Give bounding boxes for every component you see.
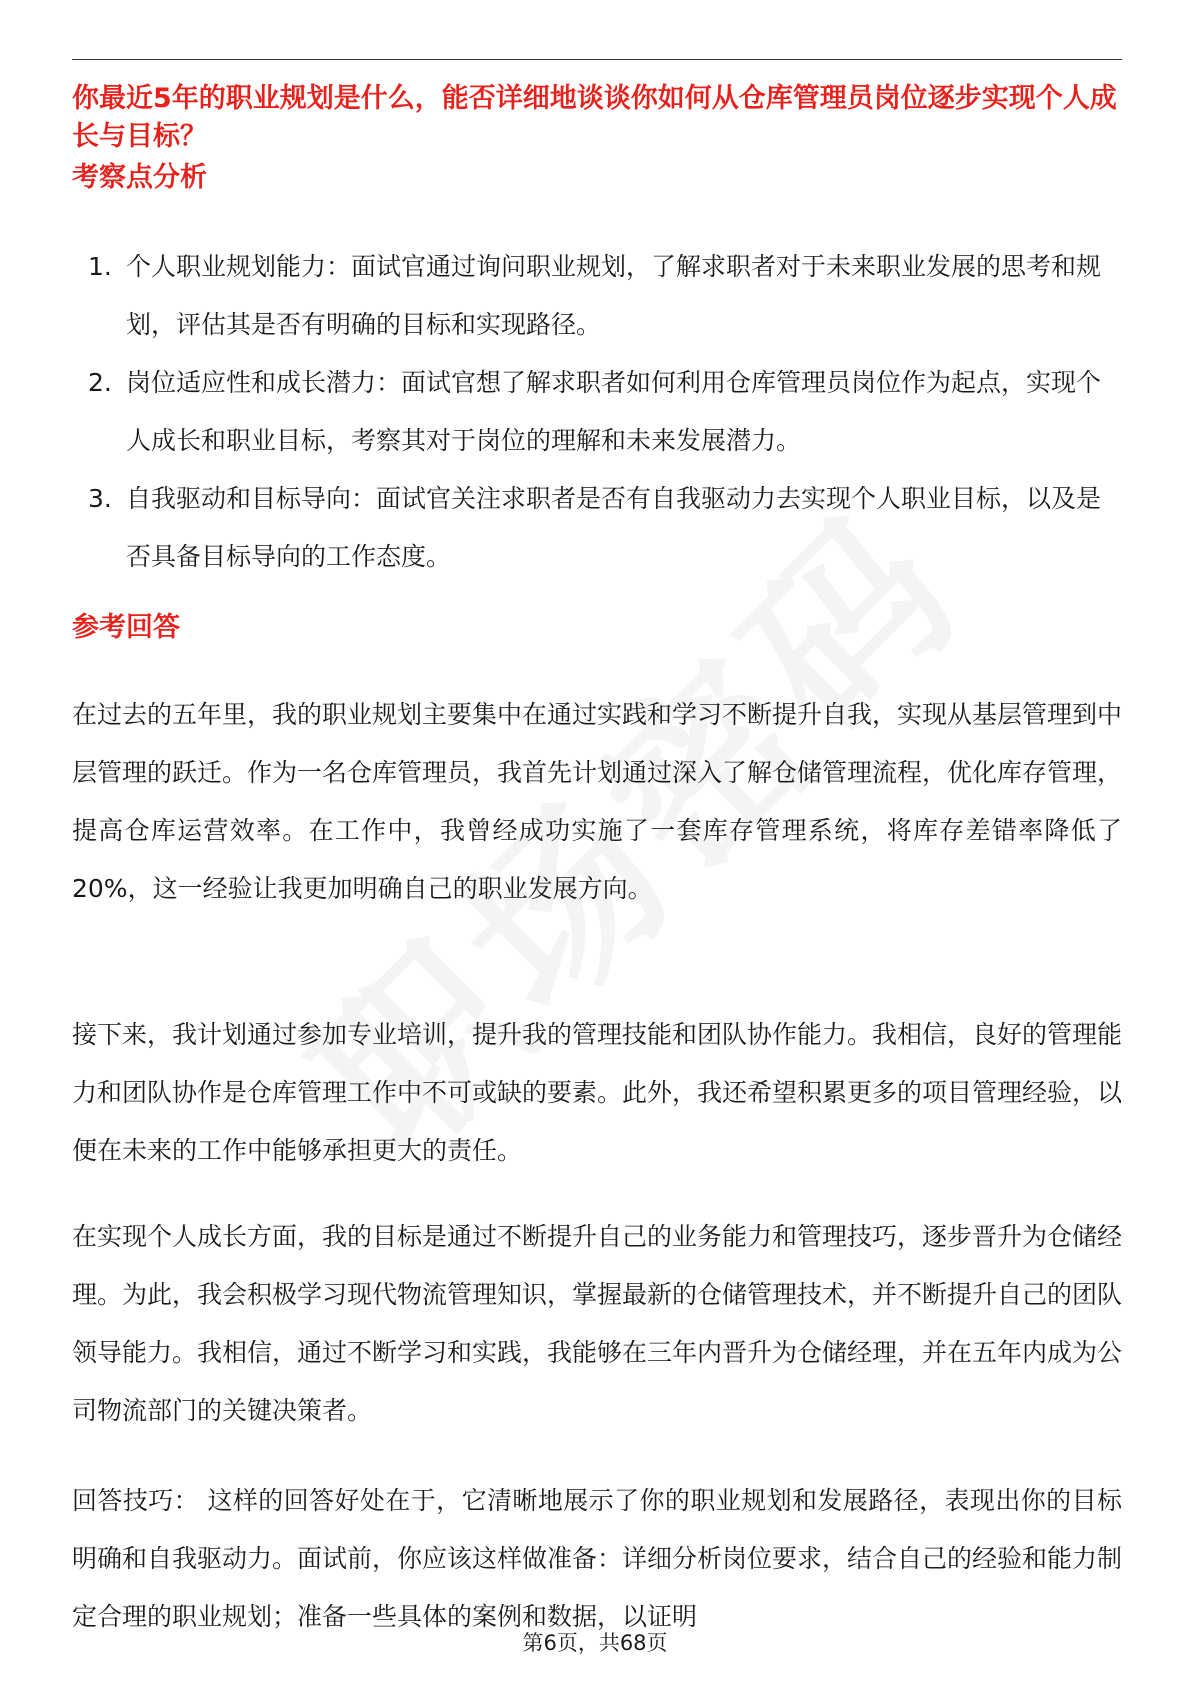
point-number: 3. (88, 484, 112, 513)
point-text: 自我驱动和目标导向：面试官关注求职者是否有自我驱动力去实现个人职业目标，以及是否具备目标导向的工作态度。 (126, 484, 1102, 571)
point-text: 个人职业规划能力：面试官通过询问职业规划，了解求职者对于未来职业发展的思考和规划，评估其是否有明确的目标和实现路径。 (126, 252, 1102, 339)
answer-tips-paragraph: 回答技巧： 这样的回答好处在于，它清晰地展示了你的职业规划和发展路径，表现出你的目标明确和自我驱动力。面试前，你应该这样做准备：详细分析岗位要求，结合自己的经验和能力制定合理的职业规划；准备一些具体的案例和数据，以证明 (72, 1486, 1123, 1631)
answer-paragraph-3: 在实现个人成长方面，我的目标是通过不断提升自己的业务能力和管理技巧，逐步晋升为仓储经理。为此，我会积极学习现代物流管理知识，掌握最新的仓储管理技术，并不断提升自己的团队领导能力。我相信，通过不断学习和实践，我能够在三年内晋升为仓储经理，并在五年内成为公司物流部门的关键决策者。 (72, 1222, 1123, 1425)
answer-paragraph-2: 接下来，我计划通过参加专业培训，提升我的管理技能和团队协作能力。我相信，良好的管理能力和团队协作是仓库管理工作中不可或缺的要素。此外，我还希望积累更多的项目管理经验，以便在未来的工作中能够承担更大的责任。 (72, 1020, 1123, 1165)
answer-heading: 参考回答 (72, 612, 180, 643)
page-number-footer: 第6页，共68页 (522, 1631, 668, 1655)
analysis-point-3 (72, 470, 1122, 586)
analysis-point-2 (72, 354, 1122, 470)
point-number: 1. (88, 252, 112, 281)
analysis-point-1 (72, 238, 1122, 354)
point-number: 2. (88, 368, 112, 397)
question-title: 你最近5年的职业规划是什么，能否详细地谈谈你如何从仓库管理员岗位逐步实现个人成长与目标？ (72, 83, 1117, 152)
top-rule (72, 59, 1122, 60)
analysis-heading: 考察点分析 (72, 162, 207, 193)
analysis-points-list (72, 238, 1122, 586)
answer-paragraph-1: 在过去的五年里，我的职业规划主要集中在通过实践和学习不断提升自我，实现从基层管理到中层管理的跃迁。作为一名仓库管理员，我首先计划通过深入了解仓储管理流程，优化库存管理，提高仓库运营效率。在工作中，我曾经成功实施了一套库存管理系统，将库存差错率降低了20%，这一经验让我更加明确自己的职业发展方向。 (72, 700, 1123, 903)
point-text: 岗位适应性和成长潜力：面试官想了解求职者如何利用仓库管理员岗位作为起点，实现个人成长和职业目标，考察其对于岗位的理解和未来发展潜力。 (126, 368, 1102, 455)
